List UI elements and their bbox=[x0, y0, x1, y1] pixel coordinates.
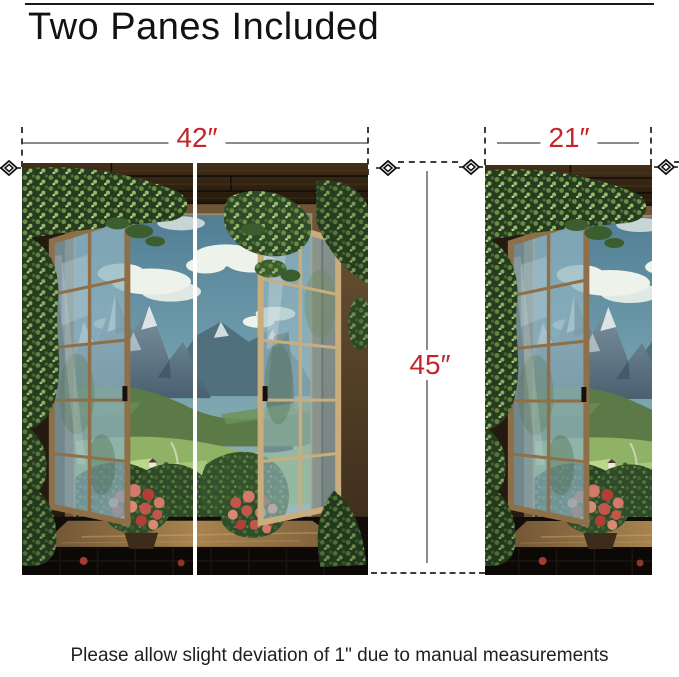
pair-width-label: 42″ bbox=[168, 123, 225, 153]
curtain-print-window-landscape bbox=[22, 163, 193, 575]
rod-connector-dash bbox=[398, 161, 458, 163]
page-title: Two Panes Included bbox=[28, 6, 380, 48]
top-divider bbox=[25, 3, 654, 5]
diamond-finial-icon bbox=[458, 158, 484, 176]
bottom-reference-dash bbox=[371, 572, 485, 574]
height-label: 45″ bbox=[401, 350, 458, 380]
curtain-set-two-panels bbox=[22, 163, 368, 575]
diamond-finial-icon bbox=[375, 159, 401, 177]
curtain-print-window-landscape bbox=[197, 163, 368, 575]
deviation-note: Please allow slight deviation of 1" due to manual measurements bbox=[70, 645, 609, 666]
diamond-finial-icon bbox=[653, 158, 679, 176]
curtain-single-panel bbox=[485, 165, 652, 575]
single-width-label: 21″ bbox=[540, 123, 597, 153]
diamond-finial-icon bbox=[0, 159, 22, 177]
single-width-left-tick bbox=[484, 127, 486, 165]
curtain-panel-left bbox=[22, 163, 193, 575]
curtain-panel-right bbox=[197, 163, 368, 575]
curtain-print-window-landscape bbox=[485, 165, 652, 575]
single-width-right-tick bbox=[650, 127, 652, 165]
